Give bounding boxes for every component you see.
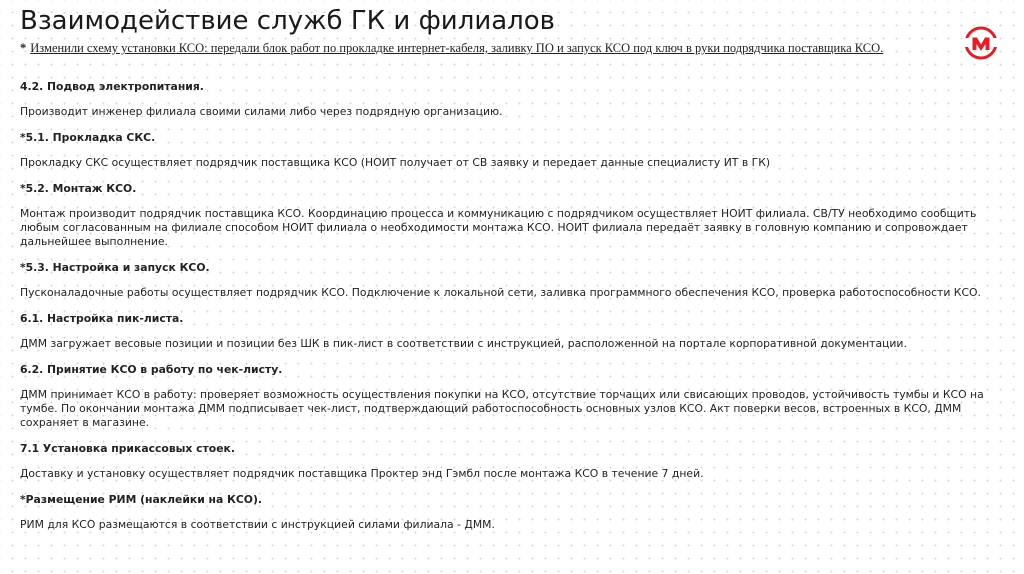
slide-title: Взаимодействие служб ГК и филиалов	[20, 6, 555, 36]
section-heading: *5.1. Прокладка СКС.	[20, 131, 156, 144]
section-checkout-stands	[20, 442, 1002, 481]
section-heading: *5.2. Монтаж КСО.	[20, 182, 137, 195]
sections-list	[20, 80, 1002, 544]
change-note	[20, 40, 960, 56]
section-body: Прокладку СКС осуществляет подрядчик поставщика КСО (НОИТ получает от СВ заявку и передает данные специалисту ИТ в ГК)	[20, 156, 771, 169]
section-body: Производит инженер филиала своими силами либо через подрядную организацию.	[20, 105, 503, 118]
section-body: Монтаж производит подрядчик поставщика КСО. Координацию процесса и коммуникацию с подрядчиком осуществляет НОИТ филиала. СВ/ТУ необходимо сообщить любым согласованным на филиале способом НОИТ филиала о необходимости монтажа КСО. НОИТ филиала передаёт заявку в головную компанию и сопровождает дальнейшее выполнение.	[20, 207, 977, 248]
change-note-text: Изменили схему установки КСО: передали блок работ по прокладке интернет-кабеля, заливку ПО и запуск КСО под ключ в руки подрядчика поставщика КСО.	[30, 41, 884, 55]
section-kso-mounting	[20, 182, 1002, 249]
change-note-marker: *	[20, 41, 27, 55]
section-kso-setup	[20, 261, 1002, 300]
section-rim-placement	[20, 493, 1002, 532]
section-body: Пусконаладочные работы осуществляет подрядчик КСО. Подключение к локальной сети, заливка программного обеспечения КСО, проверка работоспособности КСО.	[20, 286, 981, 299]
section-heading: *5.3. Настройка и запуск КСО.	[20, 261, 210, 274]
magnit-m-logo-icon	[964, 26, 998, 60]
section-heading: 6.1. Настройка пик-листа.	[20, 312, 184, 325]
section-heading: 6.2. Принятие КСО в работу по чек-листу.	[20, 363, 283, 376]
section-body: РИМ для КСО размещаются в соответствии с инструкцией силами филиала - ДММ.	[20, 518, 495, 531]
section-pick-list	[20, 312, 1002, 351]
section-body: Доставку и установку осуществляет подрядчик поставщика Проктер энд Гэмбл после монтажа КСО в течение 7 дней.	[20, 467, 704, 480]
section-heading: 4.2. Подвод электропитания.	[20, 80, 204, 93]
section-power-supply	[20, 80, 1002, 119]
section-heading: 7.1 Установка прикассовых стоек.	[20, 442, 235, 455]
section-body: ДММ загружает весовые позиции и позиции без ШК в пик-лист в соответствии с инструкцией, расположенной на портале корпоративной документации.	[20, 337, 907, 350]
section-checklist-acceptance	[20, 363, 1002, 430]
section-body: ДММ принимает КСО в работу: проверяет возможность осуществления покупки на КСО, отсутствие торчащих или свисающих проводов, устойчивость тумбы и КСО на тумбе. По окончании монтажа ДММ подписывает чек-лист, подтверждающий работоспособность основных узлов КСО. Акт поверки весов, встроенных в КСО, ДММ сохраняет в магазине.	[20, 388, 984, 429]
section-cabling	[20, 131, 1002, 170]
section-heading: *Размещение РИМ (наклейки на КСО).	[20, 493, 263, 506]
